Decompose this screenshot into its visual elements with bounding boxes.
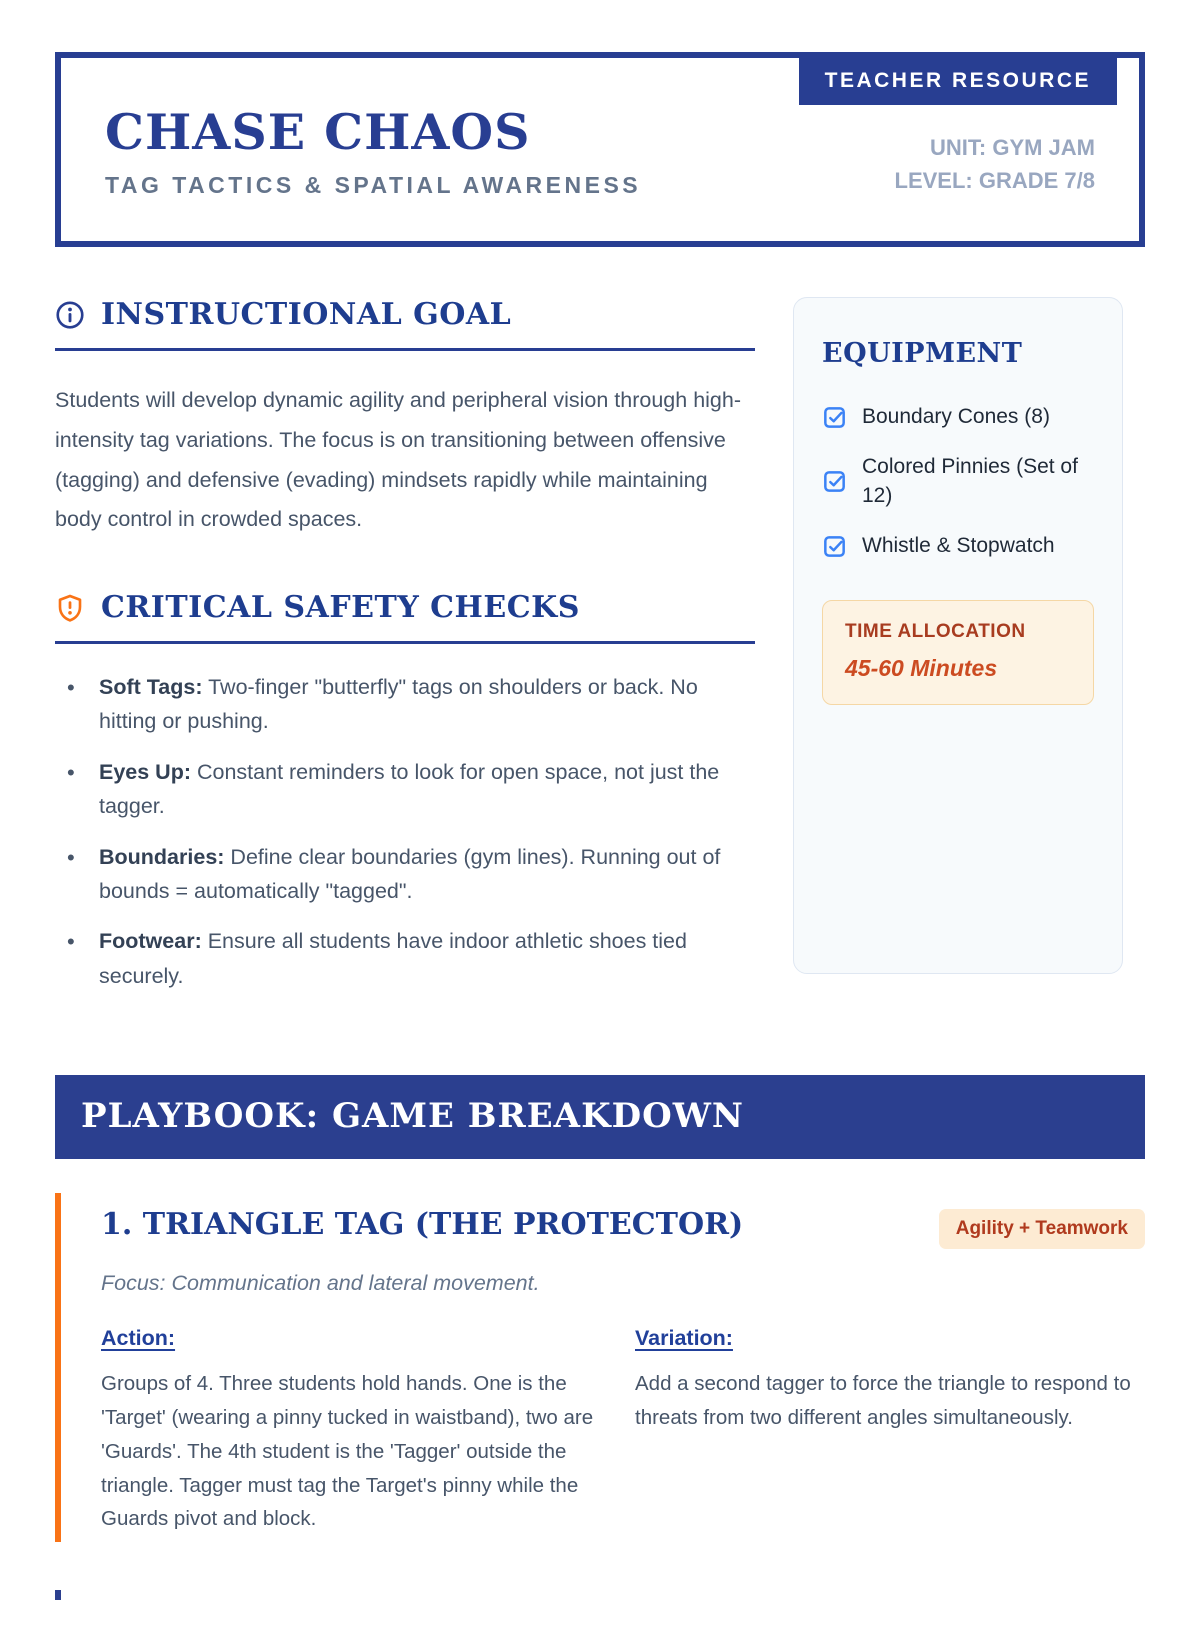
safety-item-text: Two-finger "butterfly" tags on shoulders or back. No hitting or pushing. (99, 675, 698, 734)
action-text: Groups of 4. Three students hold hands. One is the 'Target' (wearing a pinny tucked in waistband), two are 'Guards'. The 4th student is the 'Tagger' outside the triangle. Tagger must tag the Target's pinny while the Guards pivot and block. (101, 1372, 594, 1531)
next-section-border-sliver (55, 1590, 61, 1600)
header-box (55, 52, 1145, 247)
safety-item-lead: Boundaries: (99, 844, 225, 869)
game-1-title: 1. TRIANGLE TAG (THE PROTECTOR) (101, 1207, 744, 1243)
checkbox-checked-icon (822, 469, 847, 494)
instructional-goal-text: Students will develop dynamic agility and peripheral vision through high-intensity tag variations. The focus is on transitioning between offensive (tagging) and defensive (evading) mindsets rapidly while maintaining body control in crowded spaces. (55, 388, 742, 532)
safety-section (55, 590, 755, 993)
time-allocation-box (822, 600, 1094, 705)
equipment-item (822, 532, 1094, 560)
playbook-banner: PLAYBOOK: GAME BREAKDOWN (55, 1075, 1145, 1159)
info-icon (55, 300, 85, 330)
variation-text: Add a second tagger to force the triangle to respond to threats from two different angles simultaneously. (635, 1372, 1131, 1429)
level-label: LEVEL: GRADE 7/8 (894, 168, 1095, 193)
safety-item-text: Define clear boundaries (gym lines). Running out of bounds = automatically "tagged". (99, 844, 721, 904)
game-1-heading-row (101, 1207, 1145, 1249)
game-1-section (55, 1193, 1145, 1542)
section-rule (55, 348, 755, 351)
instructional-goal-heading-row (55, 297, 755, 332)
instructional-goal-section (55, 297, 755, 540)
page-subtitle: TAG TACTICS & SPATIAL AWARENESS (105, 172, 642, 198)
safety-item (55, 755, 755, 824)
section-rule (55, 641, 755, 644)
header-title-block (105, 102, 642, 241)
safety-heading: CRITICAL SAFETY CHECKS (101, 590, 580, 626)
equipment-item-label: Whistle & Stopwatch (862, 534, 1055, 558)
safety-list (55, 670, 755, 993)
page (0, 52, 1200, 1652)
game-1-columns (101, 1326, 1145, 1536)
safety-item-lead: Eyes Up: (99, 759, 192, 784)
main-grid (55, 297, 1145, 1009)
variation-column (635, 1326, 1135, 1536)
time-allocation-label: TIME ALLOCATION (845, 621, 1026, 643)
game-1-focus: Focus: Communication and lateral movement. (101, 1271, 540, 1296)
checkbox-checked-icon (822, 534, 847, 559)
equipment-card (793, 297, 1123, 974)
variation-label: Variation: (635, 1326, 733, 1351)
checkbox-checked-icon (822, 405, 847, 430)
safety-item-lead: Soft Tags: (99, 675, 203, 700)
safety-heading-row (55, 590, 755, 625)
unit-label: UNIT: GYM JAM (930, 135, 1095, 160)
equipment-heading: EQUIPMENT (822, 338, 1023, 369)
safety-item (55, 670, 755, 739)
safety-item-lead: Footwear: (99, 929, 202, 954)
header-meta-block (895, 131, 1095, 241)
instructional-goal-heading: INSTRUCTIONAL GOAL (101, 297, 512, 332)
safety-item-text: Constant reminders to look for open space, not just the tagger. (99, 759, 720, 819)
left-column (55, 297, 755, 1009)
action-label: Action: (101, 1326, 176, 1351)
equipment-item-label: Boundary Cones (8) (862, 405, 1050, 428)
action-column (101, 1326, 601, 1536)
safety-item-text: Ensure all students have indoor athletic shoes tied securely. (99, 929, 687, 988)
safety-item (55, 840, 755, 909)
shield-alert-icon (55, 593, 85, 623)
page-title: CHASE CHAOS (105, 102, 531, 161)
teacher-resource-badge: TEACHER RESOURCE (799, 58, 1117, 105)
equipment-item (822, 453, 1094, 510)
game-1-skills-badge: Agility + Teamwork (939, 1209, 1145, 1249)
equipment-list (822, 403, 1094, 560)
equipment-item-label: Colored Pinnies (Set of 12) (862, 455, 1078, 507)
equipment-item (822, 403, 1094, 431)
time-allocation-value: 45-60 Minutes (845, 655, 998, 682)
safety-item (55, 924, 755, 993)
